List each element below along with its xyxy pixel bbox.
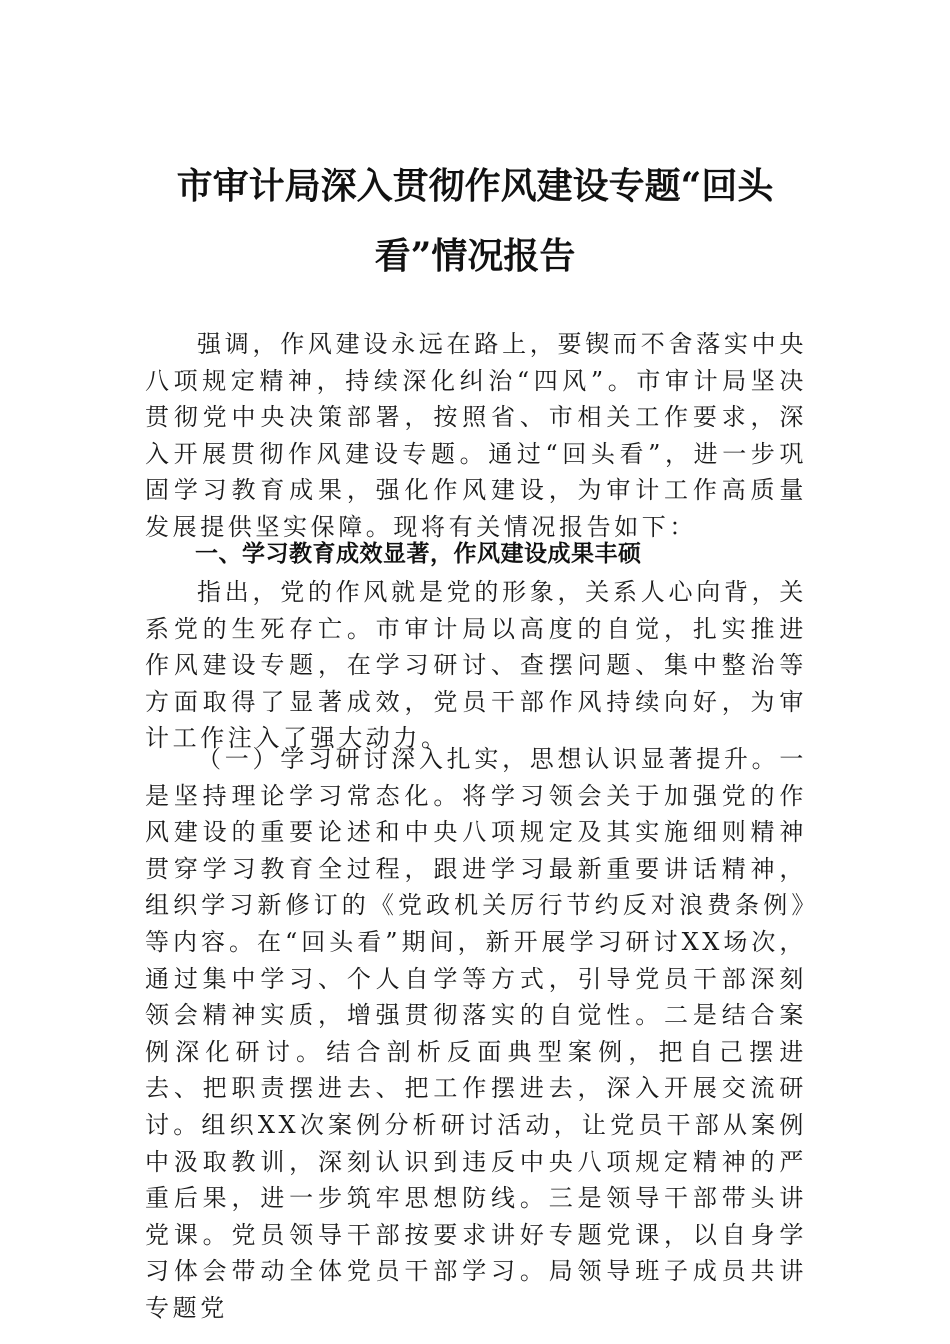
section-1-paragraph: 指出，党的作风就是党的形象，关系人心向背，关系党的生死存亡。市审计局以高度的自觉，扎实推进作风建设专题，在学习研讨、查摆问题、集中整治等方面取得了显著成效，党员干部作风持续向好，为审计工作注入了强大动力。 bbox=[145, 578, 807, 753]
intro-paragraph: 强调，作风建设永远在路上，要锲而不舍落实中央八项规定精神，持续深化纠治“四风”。市审计局坚决贯彻党中央决策部署，按照省、市相关工作要求，深入开展贯彻作风建设专题。通过“回头看”，进一步巩固学习教育成果，强化作风建设，为审计工作高质量发展提供坚实保障。现将有关情况报告如下： bbox=[145, 330, 807, 541]
document-title-line-1: 市审计局深入贯彻作风建设专题“回头 bbox=[176, 165, 774, 207]
subsection-1-paragraph: （一）学习研讨深入扎实，思想认识显著提升。一是坚持理论学习常态化。将学习领会关于加强党的作风建设的重要论述和中央八项规定及其实施细则精神贯穿学习教育全过程，跟进学习最新重要讲话精神，组织学习新修订的《党政机关厉行节约反对浪费条例》等内容。在“回头看”期间，新开展学习研讨XX场次，通过集中学习、个人自学等方式，引导党员干部深刻领会精神实质，增强贯彻落实的自觉性。二是结合案例深化研讨。结合剖析反面典型案例，把自己摆进去、把职责摆进去、把工作摆进去，深入开展交流研讨。组织XX次案例分析研讨活动，让党员干部从案例中汲取教训，深刻认识到违反中央八项规定精神的严重后果，进一步筑牢思想防线。三是领导干部带头讲党课。党员领导干部按要求讲好专题党课，以自身学习体会带动全体党员干部学习。局领导班子成员共讲专题党 bbox=[145, 745, 807, 1322]
section-1-heading: 一、学习教育成效显著，作风建设成果丰硕 bbox=[195, 541, 642, 567]
document-title-line-2: 看”情况报告 bbox=[374, 235, 576, 277]
